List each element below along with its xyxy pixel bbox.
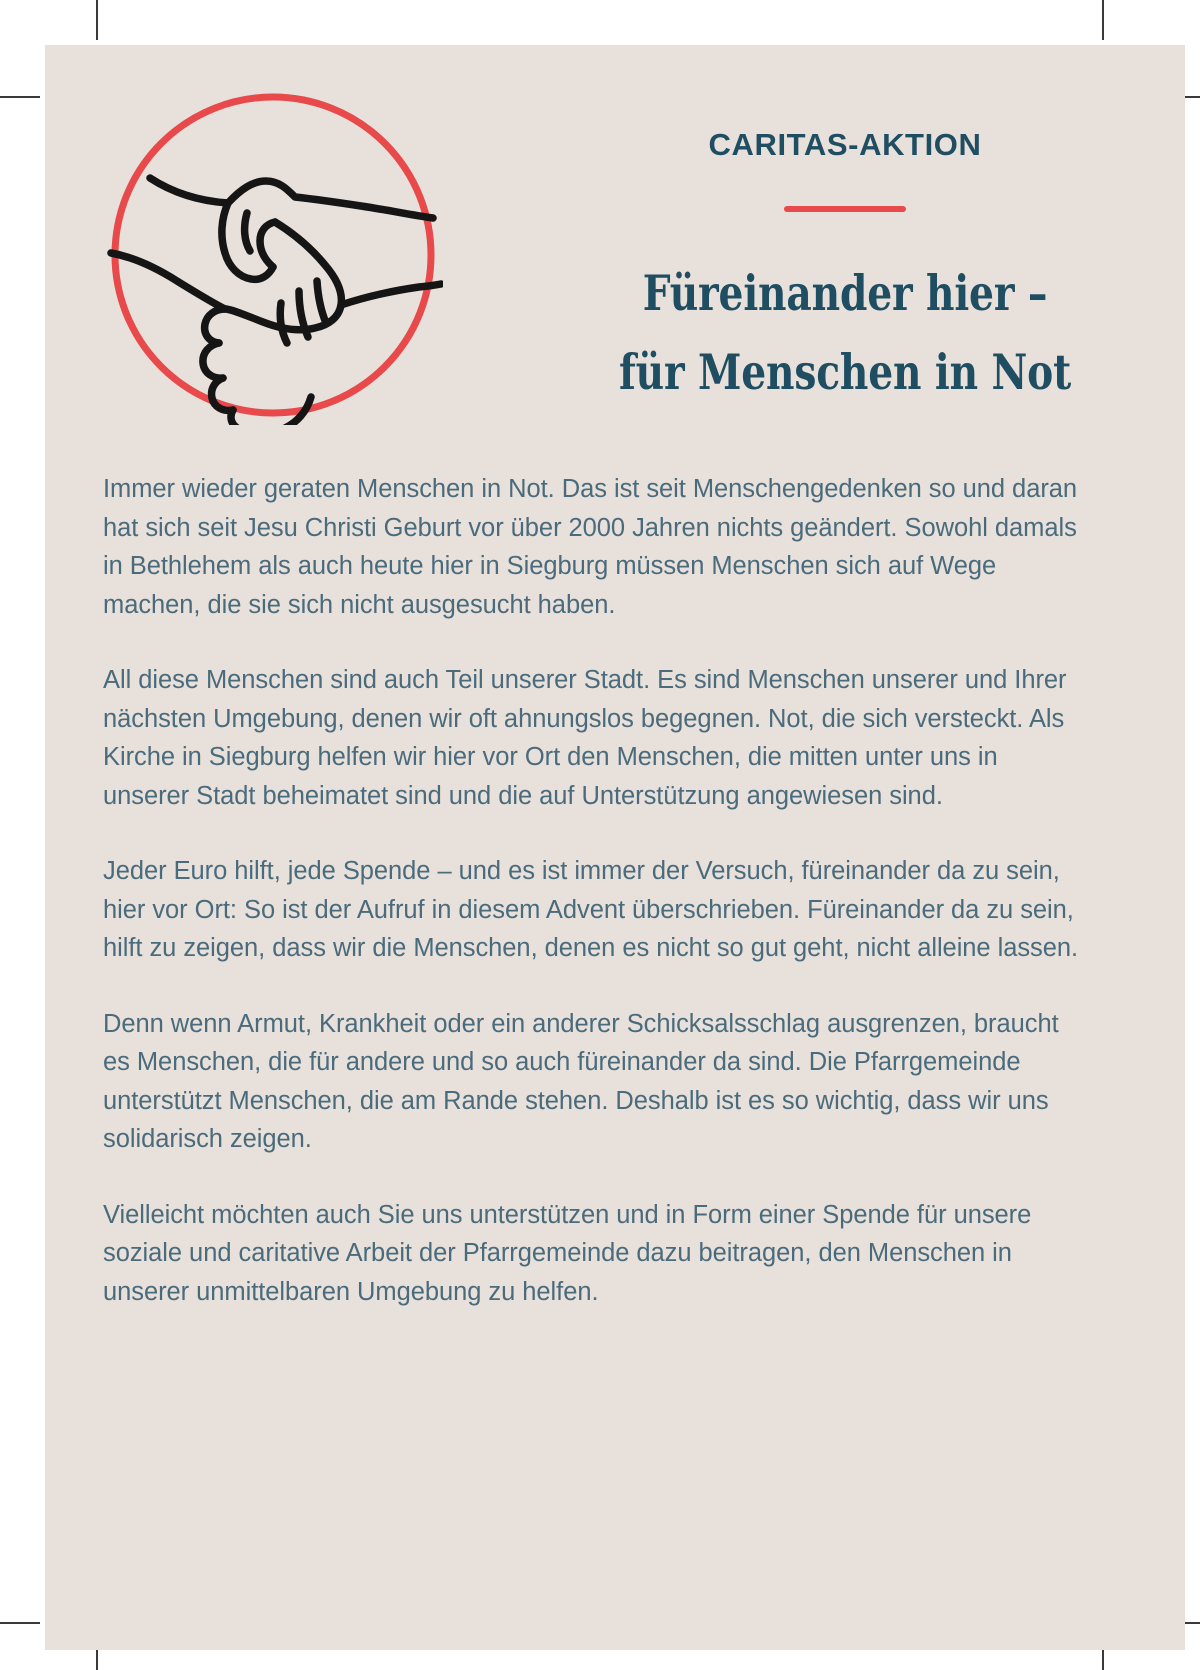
flyer-page bbox=[45, 45, 1185, 1650]
kicker-caritas-aktion: CARITAS-AKTION bbox=[708, 127, 982, 162]
crop-mark-top-left-horizontal bbox=[0, 96, 40, 98]
crop-mark-top-right-vertical bbox=[1102, 0, 1104, 40]
crop-mark-top-left-vertical bbox=[96, 0, 98, 40]
body-paragraph: Jeder Euro hilft, jede Spende – und es ist immer der Versuch, füreinander da zu sein, hier vor Ort: So ist der Aufruf in diesem Advent überschrieben. Füreinander da zu sein, hilft zu zeigen, dass wir die Menschen, denen es nicht so gut geht, nicht alleine lassen. bbox=[103, 857, 1079, 962]
flyer-header bbox=[45, 45, 1185, 440]
body-paragraph: Immer wieder geraten Menschen in Not. Das ist seit Menschengedenken so und daran hat sich seit Jesu Christi Geburt vor über 2000 Jahren nichts geändert. Sowohl damals in Bethlehem als auch heute hier in Siegburg müssen Menschen sich auf Wege machen, die sie sich nicht ausgesucht haben. bbox=[103, 475, 1078, 619]
body-paragraph: Denn wenn Armut, Krankheit oder ein anderer Schicksalsschlag ausgrenzen, braucht es Menschen, die für andere und so auch füreinander da sind. Die Pfarrgemeinde unterstützt Menschen, die am Rande stehen. Deshalb ist es so wichtig, dass wir uns solidarisch zeigen. bbox=[103, 1009, 1059, 1153]
page-title bbox=[605, 212, 1085, 413]
body-paragraph: All diese Menschen sind auch Teil unserer Stadt. Es sind Menschen unserer und Ihrer nächsten Umgebung, denen wir oft ahnungslos begegnen. Not, die sich versteckt. Als Kirche in Siegburg helfen wir hier vor Ort den Menschen, die mitten unter uns in unserer Stadt beheimatet sind und die auf Unterstützung angewiesen sind. bbox=[103, 666, 1067, 810]
handshake-logo-icon bbox=[103, 85, 443, 425]
body-copy bbox=[103, 470, 1083, 1311]
crop-mark-bottom-left-horizontal bbox=[0, 1622, 40, 1624]
header-text-block bbox=[545, 90, 1145, 413]
page-title-line-2: für Menschen in Not bbox=[618, 343, 1072, 402]
page-title-line-1: Füreinander hier – bbox=[642, 264, 1048, 323]
body-paragraph: Vielleicht möchten auch Sie uns unterstützen und in Form einer Spende für unsere soziale und caritative Arbeit der Pfarrgemeinde dazu beitragen, den Menschen in unserer unmittelbaren Umgebung zu helfen. bbox=[103, 1200, 1032, 1306]
